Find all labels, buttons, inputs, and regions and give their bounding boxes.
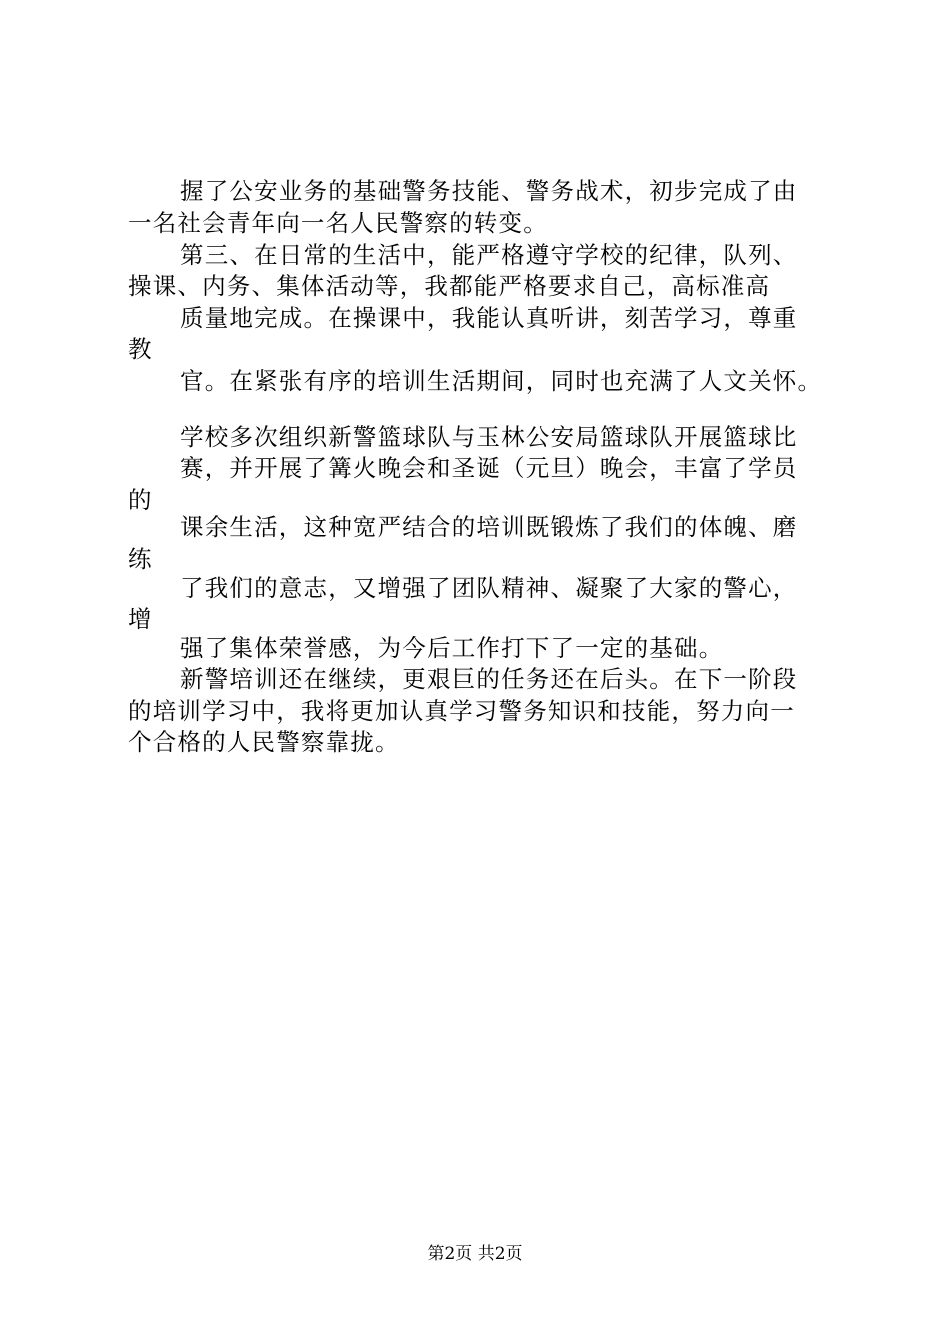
body-line-6: 教 [128,335,153,363]
body-line-3: 第三、在日常的生活中，能严格遵守学校的纪律，队列、 [180,241,798,269]
body-line-8: 学校多次组织新警篮球队与玉林公安局篮球队开展篮球比 [180,423,798,451]
body-line-16: 新警培训还在继续，更艰巨的任务还在后头。在下一阶段 [180,665,798,693]
body-line-1: 握了公安业务的基础警务技能、警务战术，初步完成了由 [180,177,798,205]
body-line-18: 个合格的人民警察靠拢。 [128,728,400,756]
body-line-14: 增 [128,605,153,633]
body-line-7: 官。在紧张有序的培训生活期间，同时也充满了人文关怀。 [180,367,823,395]
body-line-13: 了我们的意志，又增强了团队精神、凝聚了大家的警心， [180,574,798,602]
body-line-5: 质量地完成。在操课中，我能认真听讲，刻苦学习，尊重 [180,304,798,332]
page-number-footer: 第2页 共2页 [427,1244,523,1264]
body-line-11: 课余生活，这种宽严结合的培训既锻炼了我们的体魄、磨 [180,513,798,541]
body-line-15: 强了集体荣誉感，为今后工作打下了一定的基础。 [180,634,724,662]
body-line-12: 练 [128,545,153,573]
body-line-9: 赛，并开展了篝火晚会和圣诞（元旦）晚会，丰富了学员 [180,454,798,482]
body-line-2: 一名社会青年向一名人民警察的转变。 [128,209,548,237]
body-line-4: 操课、内务、集体活动等，我都能严格要求自己，高标准高 [128,272,771,300]
body-line-17: 的培训学习中，我将更加认真学习警务知识和技能，努力向一 [128,697,795,725]
body-line-10: 的 [128,486,153,514]
